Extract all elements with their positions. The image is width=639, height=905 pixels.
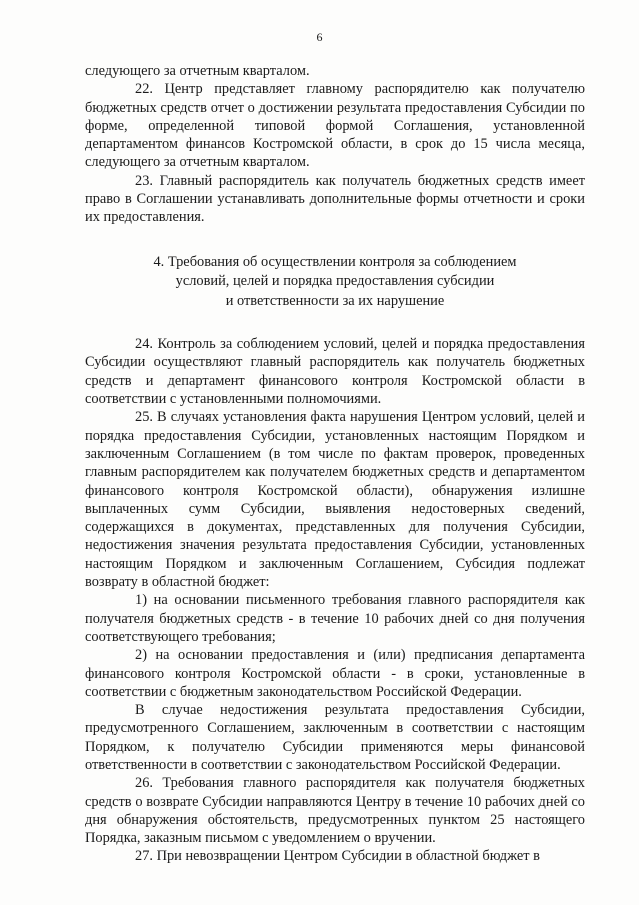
paragraph-continuation: следующего за отчетным кварталом. <box>85 63 310 79</box>
page-number: 6 <box>316 30 323 44</box>
paragraph-22: 22. Центр представляет главному распорядителю как получателю бюджетных средств отчет о достижении результата предоставления Субсидии по форме, определенной типовой формой Соглашения, установленной департаментом финансов Костромской области, в срок до 15 числа месяца, следующего за отчетным кварталом. <box>85 81 585 171</box>
paragraph-26: 26. Требования главного распорядителя как получателя бюджетных средств о возврате Субсидии направляются Центру в течение 10 рабочих дней со дня обнаружения обстоятельств, предусмотренных пунктом 25 настоящего Порядка, заказным письмом с уведомлением о вручении. <box>85 775 585 847</box>
paragraph-24: 24. Контроль за соблюдением условий, целей и порядка предоставления Субсидии осуществляют главный распорядитель как получатель бюджетных средств и департамент финансового контроля Костромской области в соответствии с установленными полномочиями. <box>85 336 585 408</box>
paragraph-25-item-1: 1) на основании письменного требования главного распорядителя как получателя бюджетных средств - в течение 10 рабочих дней со дня получения соответствующего требования; <box>85 592 585 645</box>
section-heading-line: условий, целей и порядка предоставления субсидии <box>175 273 495 290</box>
section-heading <box>85 253 585 312</box>
section-heading-line: 4. Требования об осуществлении контроля за соблюдением <box>153 253 517 270</box>
section-heading-line: и ответственности за их нарушение <box>225 292 445 309</box>
document-body <box>85 62 585 866</box>
paragraph-25: 25. В случаях установления факта нарушения Центром условий, целей и порядка предоставления Субсидии, установленных настоящим Порядком и заключенным Соглашением (в том числе по фактам проверок, проведенных главным распорядителем как получателем бюджетных средств и департаментом финансового контроля Костромской области), обнаружения излишне выплаченных сумм Субсидии, выявления недостоверных сведений, содержащихся в документах, представленных для получения Субсидии, недостижения значения результата предоставления Субсидии, установленных настоящим Порядком и заключенным Соглашением, Субсидия подлежат возврату в областной бюджет: <box>85 409 585 591</box>
paragraph-23: 23. Главный распорядитель как получатель бюджетных средств имеет право в Соглашении устанавливать дополнительные формы отчетности и сроки их предоставления. <box>85 172 585 226</box>
paragraph-25-note: В случае недостижения результата предоставления Субсидии, предусмотренного Соглашением, заключенным в соответствии с настоящим Порядком, к получателю Субсидии применяются меры финансовой ответственности в соответствии с законодательством Российской Федерации. <box>85 702 585 773</box>
paragraph-25-item-2: 2) на основании предоставления и (или) предписания департамента финансового контроля Костромской области - в сроки, установленные в соответствии с бюджетным законодательством Российской Федерации. <box>85 647 585 700</box>
paragraph-27: 27. При невозвращении Центром Субсидии в областной бюджет в <box>135 848 540 865</box>
